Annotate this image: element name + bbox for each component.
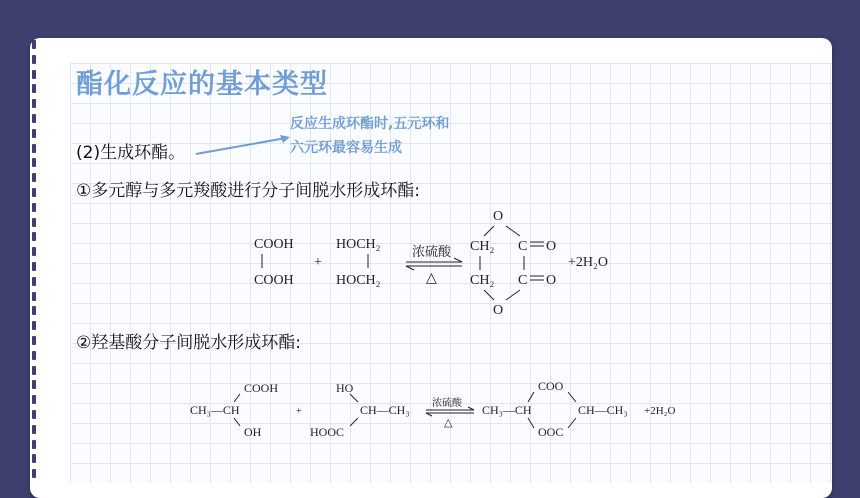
r1-ring-c-bot: C xyxy=(518,273,528,288)
binding-ring xyxy=(32,70,36,79)
binding-ring xyxy=(32,425,36,434)
binding-ring xyxy=(32,336,36,345)
r2-a-main: CH₃—CH xyxy=(190,403,240,417)
binding-ring xyxy=(32,144,36,153)
r2-condition: 浓硫酸 xyxy=(432,398,462,409)
r2-water: +2H₂O xyxy=(644,405,676,417)
binding-ring xyxy=(32,84,36,93)
spiral-binding xyxy=(32,40,38,484)
r2-b-main: CH—CH₃ xyxy=(360,403,410,417)
r1-ring-o-bot: O xyxy=(493,303,504,318)
r1-water: +2H₂O xyxy=(568,255,608,270)
binding-ring xyxy=(32,351,36,360)
binding-ring xyxy=(32,129,36,138)
annotation-line-1: 反应生成环酯时,五元环和 xyxy=(290,116,450,132)
r2-b-hooc: HOOC xyxy=(310,425,345,439)
r1-hoch2-bot: HOCH₂ xyxy=(336,273,381,288)
binding-ring xyxy=(32,306,36,315)
r1-ring-c-top: C xyxy=(518,239,528,254)
binding-ring xyxy=(32,114,36,123)
binding-ring xyxy=(32,292,36,301)
binding-ring xyxy=(32,395,36,404)
binding-ring xyxy=(32,232,36,241)
binding-ring xyxy=(32,188,36,197)
subheading-hydroxy-acid: ②羟基酸分子间脱水形成环酯: xyxy=(76,333,301,353)
binding-ring xyxy=(32,55,36,64)
binding-ring xyxy=(32,262,36,271)
reaction-1 xyxy=(240,200,640,320)
binding-ring xyxy=(32,99,36,108)
page-title: 酯化反应的基本类型 xyxy=(76,69,328,100)
r1-plus: + xyxy=(314,255,322,270)
r2-plus: + xyxy=(296,406,302,417)
r2-p-coo: COO xyxy=(538,379,564,393)
binding-ring xyxy=(32,247,36,256)
r2-heat: △ xyxy=(444,417,453,429)
item-cyclic-ester: (2)生成环酯。 xyxy=(76,143,186,163)
r1-condition: 浓硫酸 xyxy=(412,244,452,259)
binding-ring xyxy=(32,173,36,182)
r1-cooh-bot: COOH xyxy=(254,273,294,288)
r1-cooh-top: COOH xyxy=(254,237,294,252)
r1-ring-ch2-bot: CH₂ xyxy=(470,273,495,288)
annotation-arrow xyxy=(190,130,300,160)
binding-ring xyxy=(32,321,36,330)
r2-a-cooh: COOH xyxy=(244,381,279,395)
r2-p-left: CH₃—CH xyxy=(482,403,532,417)
r2-p-ooc: OOC xyxy=(538,425,564,439)
binding-ring xyxy=(32,203,36,212)
r1-carbonyl-o-top: O xyxy=(546,239,557,254)
annotation-line-2: 六元环最容易生成 xyxy=(290,140,402,156)
binding-ring xyxy=(32,469,36,478)
r1-heat: △ xyxy=(426,271,437,286)
binding-ring xyxy=(32,158,36,167)
r1-ring-o-top: O xyxy=(493,209,504,224)
r2-b-ho: HO xyxy=(336,381,354,395)
r1-ring-ch2-top: CH₂ xyxy=(470,239,495,254)
annotation-note xyxy=(290,112,449,160)
binding-ring xyxy=(32,277,36,286)
binding-ring xyxy=(32,366,36,375)
binding-ring xyxy=(32,380,36,389)
binding-ring xyxy=(32,40,36,49)
binding-ring xyxy=(32,218,36,227)
binding-ring xyxy=(32,440,36,449)
reaction-2 xyxy=(180,372,700,444)
r1-hoch2-top: HOCH₂ xyxy=(336,237,381,252)
r1-carbonyl-o-bot: O xyxy=(546,273,557,288)
binding-ring xyxy=(32,410,36,419)
binding-ring xyxy=(32,454,36,463)
r2-p-right: CH—CH₃ xyxy=(578,403,628,417)
subheading-polyol: ①多元醇与多元羧酸进行分子间脱水形成环酯: xyxy=(76,181,420,201)
r2-a-oh: OH xyxy=(244,425,262,439)
